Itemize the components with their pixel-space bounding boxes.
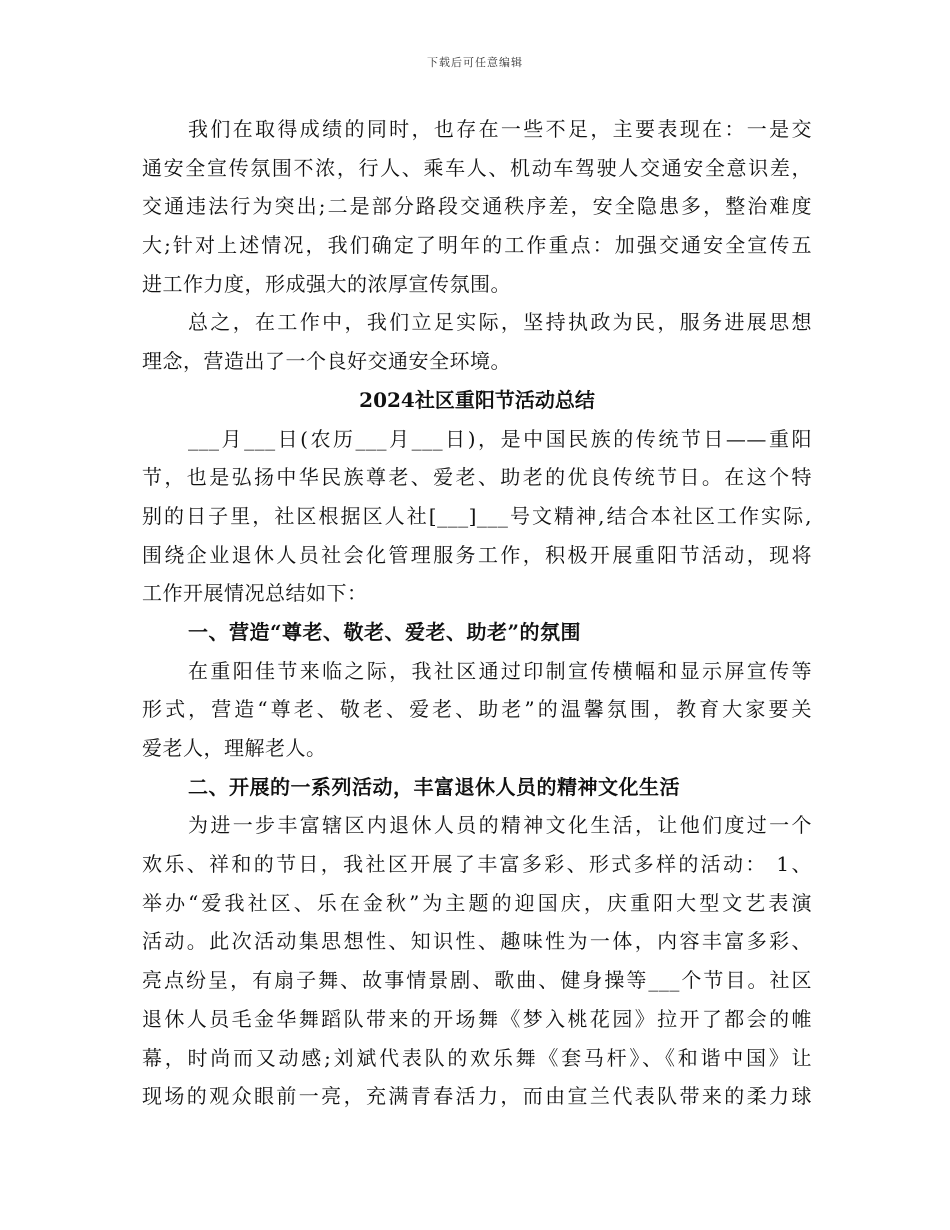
paragraph-line: 进工作力度，形成强大的浓厚宣传氛围。 bbox=[142, 271, 511, 296]
page-header: 下载后可任意编辑 bbox=[427, 56, 523, 69]
paragraph-line: ___月___日(农历___月___日)，是中国民族的传统节日——重阳 bbox=[188, 426, 812, 451]
paragraph-line: 活动。此次活动集思想性、知识性、趣味性为一体，内容丰富多彩、 bbox=[142, 929, 812, 954]
paragraph-line: 欢乐、祥和的节日，我社区开展了丰富多彩、形式多样的活动： 1、 bbox=[142, 852, 812, 877]
paragraph-line: 爱老人，理解老人。 bbox=[142, 736, 327, 760]
paragraph-line: 通安全宣传氛围不浓，行人、乘车人、机动车驾驶人交通安全意识差， bbox=[142, 155, 812, 180]
section-heading: 二、开展的一系列活动，丰富退休人员的精神文化生活 bbox=[188, 774, 680, 799]
paragraph-line: 总之，在工作中，我们立足实际，坚持执政为民，服务进展思想 bbox=[188, 310, 812, 335]
paragraph-line: 现场的观众眼前一亮，充满青春活力，而由宣兰代表队带来的柔力球 bbox=[142, 1084, 812, 1109]
paragraph-line: 别的日子里，社区根据区人社[___]___号文精神,结合本社区工作实际, bbox=[142, 503, 812, 528]
paragraph-line: 大;针对上述情况，我们确定了明年的工作重点：加强交通安全宣传五 bbox=[142, 233, 812, 258]
document-body bbox=[142, 110, 812, 1116]
paragraph-line: 在重阳佳节来临之际，我社区通过印制宣传横幅和显示屏宣传等 bbox=[188, 658, 812, 683]
paragraph-line: 我们在取得成绩的同时，也存在一些不足，主要表现在：一是交 bbox=[188, 117, 812, 141]
paragraph-line: 理念，营造出了一个良好交通安全环境。 bbox=[142, 349, 511, 374]
paragraph-line: 亮点纷呈，有扇子舞、故事情景剧、歌曲、健身操等___个节目。社区 bbox=[142, 968, 812, 993]
paragraph-line: 围绕企业退休人员社会化管理服务工作，积极开展重阳节活动，现将 bbox=[142, 542, 812, 567]
paragraph-line: 节，也是弘扬中华民族尊老、爱老、助老的优良传统节日。在这个特 bbox=[142, 465, 812, 490]
paragraph-line: 工作开展情况总结如下： bbox=[142, 581, 368, 606]
paragraph-line: 交通违法行为突出;二是部分路段交通秩序差，安全隐患多，整治难度 bbox=[142, 194, 812, 219]
paragraph-line: 为进一步丰富辖区内退休人员的精神文化生活，让他们度过一个 bbox=[188, 813, 812, 838]
paragraph-line: 幕，时尚而又动感;刘斌代表队的欢乐舞《套马杆》、《和谐中国》让 bbox=[142, 1045, 812, 1070]
paragraph-line: 举办“爱我社区、乐在金秋”为主题的迎国庆，庆重阳大型文艺表演 bbox=[142, 890, 812, 915]
paragraph-line: 形式，营造“尊老、敬老、爱老、助老”的温馨氛围，教育大家要关 bbox=[142, 697, 812, 722]
section-heading: 一、营造“尊老、敬老、爱老、助老”的氛围 bbox=[188, 619, 582, 644]
document-title: 2024社区重阳节活动总结 bbox=[359, 387, 595, 412]
paragraph-line: 退休人员毛金华舞蹈队带来的开场舞《梦入桃花园》拉开了都会的帷 bbox=[142, 1006, 812, 1031]
